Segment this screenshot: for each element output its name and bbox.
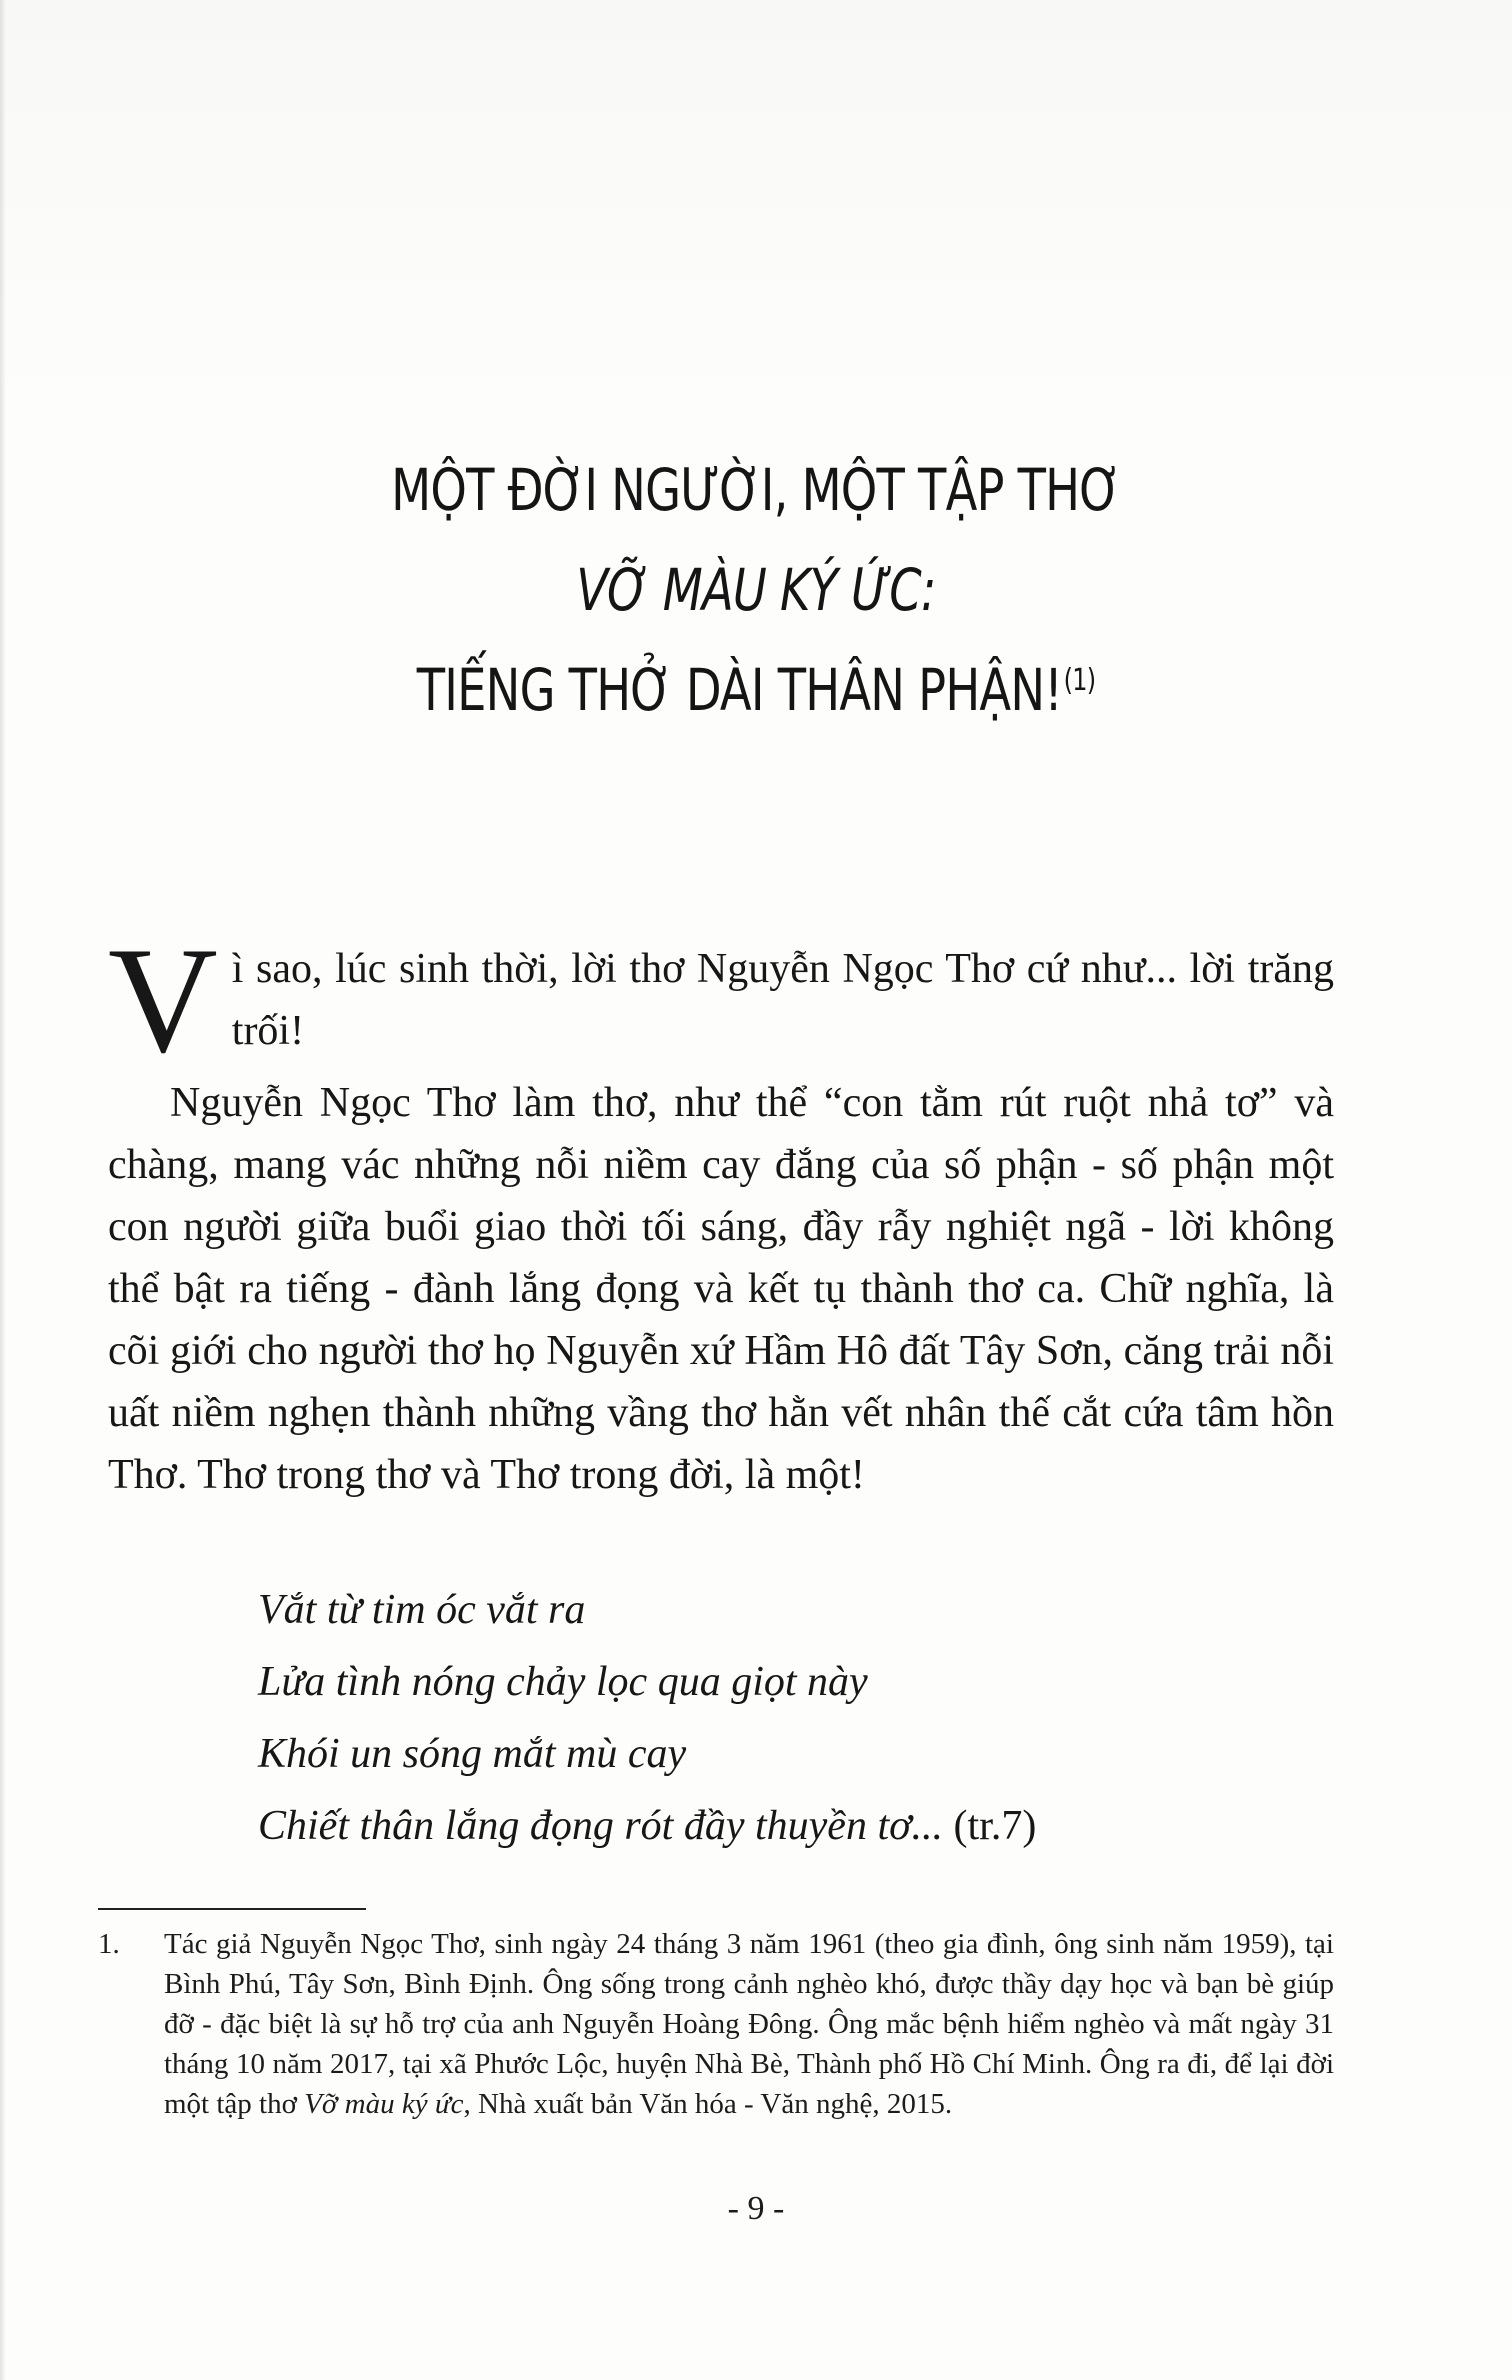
paragraph-2: Nguyễn Ngọc Thơ làm thơ, như thể “con tằm rút ruột nhả tơ” và chàng, mang vác những nỗi niềm cay đắng của số phận - số phận một con người giữa buổi giao thời tối sáng, đầy rẫy nghiệt ngã - lời không thể bật ra tiếng - đành lắng đọng và kết tụ thành thơ ca. Chữ nghĩa, là cõi giới cho người thơ họ Nguyễn xứ Hầm Hô đất Tây Sơn, căng trải nỗi uất niềm nghẹn thành những vầng thơ hằn vết nhân thế cắt cứa tâm hồn Thơ. Thơ trong thơ và Thơ trong đời, là một!: [108, 1080, 1334, 1498]
paragraph-1-text: ì sao, lúc sinh thời, lời thơ Nguyễn Ngọc Thơ cứ như... lời trăng trối!: [231, 946, 1334, 1054]
drop-cap: V: [108, 916, 218, 1084]
body-text: [108, 916, 1334, 1516]
title-line-3: [311, 640, 1201, 740]
title-footnote-marker[interactable]: (1): [1063, 662, 1096, 698]
poem-line-1: Vắt từ tim óc vắt ra: [258, 1587, 586, 1633]
poem-excerpt: [258, 1574, 1036, 1862]
poem-line-4: [258, 1790, 1036, 1862]
title-line-1: MỘT ĐỜI NGƯỜI, MỘT TẬP THƠ: [391, 456, 1121, 524]
poem-line-4-text: Chiết thân lắng đọng rót đầy thuyền tơ...: [258, 1803, 944, 1849]
title-line-2: VỠ MÀU KÝ ỨC:: [576, 556, 936, 624]
title-line-3-text: TIẾNG THỞ DÀI THÂN PHẬN!: [416, 656, 1063, 724]
show-through-shading: [0, 0, 1512, 420]
footnote-text-before: Tác giả Nguyễn Ngọc Thơ, sinh ngày 24 tháng 3 năm 1961 (theo gia đình, ông sinh năm 1959), tại Bình Phú, Tây Sơn, Bình Định. Ông sống trong cảnh nghèo khó, được thầy dạy học và bạn bè giúp đỡ - đặc biệt là sự hỗ trợ của anh Nguyễn Hoàng Đông. Ông mắc bệnh hiểm nghèo và mất ngày 31 tháng 10 năm 2017, tại xã Phước Lộc, huyện Nhà Bè, Thành phố Hồ Chí Minh. Ông ra đi, để lại đời một tập thơ: [164, 1928, 1334, 2120]
chapter-title: [200, 440, 1312, 740]
page-spine-edge: [0, 0, 6, 2380]
footnote-number: 1.: [98, 1928, 120, 1960]
footnote: [98, 1924, 1334, 2124]
footnote-text-after: , Nhà xuất bản Văn hóa - Văn nghệ, 2015.: [463, 2088, 953, 2120]
page-number: - 9 -: [727, 2190, 785, 2227]
footnote-book-title: Vỡ màu ký ức: [304, 2088, 464, 2120]
footnote-divider: [98, 1908, 366, 1910]
footnote-text: [164, 1924, 1334, 2124]
poem-page-reference: (tr.7): [953, 1803, 1037, 1849]
poem-line-3: Khói un sóng mắt mù cay: [258, 1731, 687, 1777]
poem-line-2: Lửa tình nóng chảy lọc qua giọt này: [258, 1659, 868, 1705]
paragraph-1: [108, 916, 1334, 1084]
